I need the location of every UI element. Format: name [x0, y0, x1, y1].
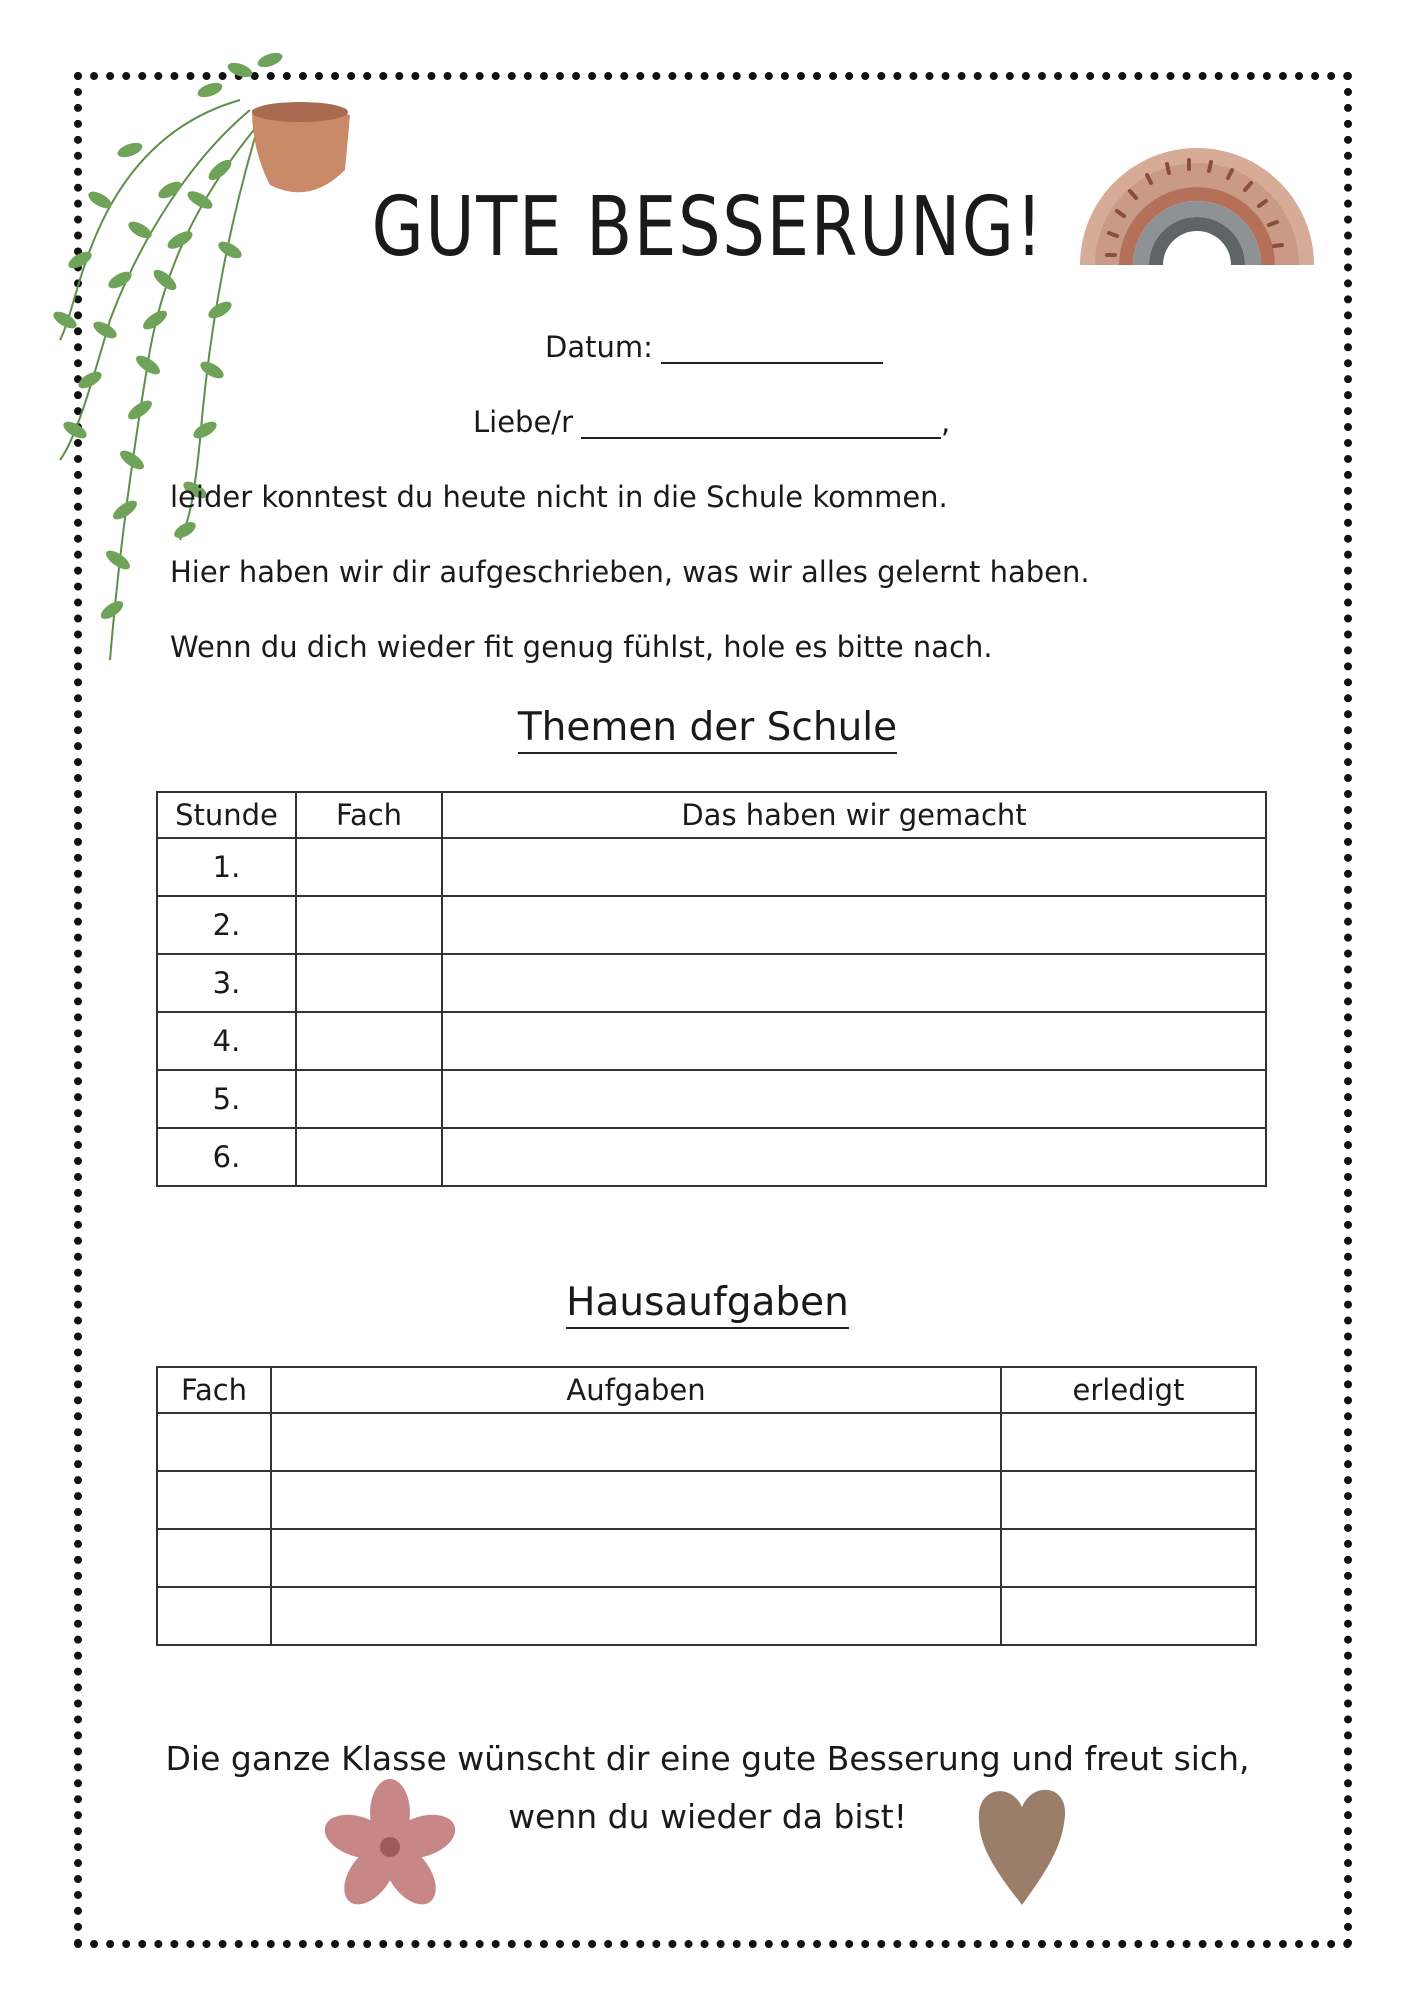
- done-cell[interactable]: [1001, 1529, 1256, 1587]
- subject-cell[interactable]: [296, 1070, 442, 1128]
- done-cell[interactable]: [1001, 1587, 1256, 1645]
- closing-message: [0, 1730, 1415, 1846]
- plant-pot: [252, 102, 350, 192]
- task-cell[interactable]: [271, 1587, 1001, 1645]
- closing-line-2: wenn du wieder da bist!: [508, 1797, 907, 1836]
- table-row: [157, 1012, 1266, 1070]
- activity-cell[interactable]: [442, 896, 1266, 954]
- activity-cell[interactable]: [442, 838, 1266, 896]
- subject-cell[interactable]: [157, 1529, 271, 1587]
- closing-line-1: Die ganze Klasse wünscht dir eine gute Besserung und freut sich,: [165, 1739, 1250, 1778]
- greeting-comma: ,: [941, 405, 951, 439]
- column-header: Fach: [296, 792, 442, 838]
- column-header: Stunde: [157, 792, 296, 838]
- table-row: [157, 838, 1266, 896]
- column-header: Aufgaben: [271, 1367, 1001, 1413]
- table-row: [157, 1471, 1256, 1529]
- subject-cell[interactable]: [296, 1012, 442, 1070]
- activity-cell[interactable]: [442, 954, 1266, 1012]
- done-cell[interactable]: [1001, 1471, 1256, 1529]
- homework-heading: Hausaufgaben: [0, 1280, 1415, 1325]
- activity-cell[interactable]: [442, 1128, 1266, 1186]
- date-line: [545, 330, 883, 364]
- heart-icon: [975, 1775, 1070, 1910]
- date-field[interactable]: [661, 334, 883, 364]
- column-header: erledigt: [1001, 1367, 1256, 1413]
- greeting-label: Liebe/r: [473, 405, 573, 439]
- lesson-number: 6.: [157, 1128, 296, 1186]
- subject-cell[interactable]: [296, 896, 442, 954]
- table-row: [157, 1070, 1266, 1128]
- flower-icon: [320, 1775, 460, 1920]
- intro-line-1: leider konntest du heute nicht in die Schule kommen.: [170, 480, 948, 514]
- task-cell[interactable]: [271, 1471, 1001, 1529]
- activity-cell[interactable]: [442, 1070, 1266, 1128]
- intro-line-2: Hier haben wir dir aufgeschrieben, was wir alles gelernt haben.: [170, 555, 1090, 589]
- lesson-number: 2.: [157, 896, 296, 954]
- topics-table: [156, 791, 1267, 1187]
- table-row: [157, 1587, 1256, 1645]
- lesson-number: 3.: [157, 954, 296, 1012]
- table-row: [157, 1413, 1256, 1471]
- column-header: Fach: [157, 1367, 271, 1413]
- table-row: [157, 1529, 1256, 1587]
- page-title: GUTE BESSERUNG!: [371, 180, 1045, 275]
- subject-cell[interactable]: [157, 1471, 271, 1529]
- done-cell[interactable]: [1001, 1413, 1256, 1471]
- table-row: [157, 896, 1266, 954]
- subject-cell[interactable]: [296, 1128, 442, 1186]
- subject-cell[interactable]: [157, 1587, 271, 1645]
- topics-heading: Themen der Schule: [0, 705, 1415, 750]
- task-cell[interactable]: [271, 1413, 1001, 1471]
- name-field[interactable]: [581, 409, 941, 439]
- table-row: [157, 1128, 1266, 1186]
- intro-line-3: Wenn du dich wieder fit genug fühlst, hole es bitte nach.: [170, 630, 993, 664]
- subject-cell[interactable]: [296, 838, 442, 896]
- activity-cell[interactable]: [442, 1012, 1266, 1070]
- lesson-number: 5.: [157, 1070, 296, 1128]
- table-row: [157, 954, 1266, 1012]
- subject-cell[interactable]: [296, 954, 442, 1012]
- lesson-number: 1.: [157, 838, 296, 896]
- date-label: Datum:: [545, 330, 653, 364]
- greeting-line: [473, 405, 950, 439]
- column-header: Das haben wir gemacht: [442, 792, 1266, 838]
- lesson-number: 4.: [157, 1012, 296, 1070]
- subject-cell[interactable]: [157, 1413, 271, 1471]
- task-cell[interactable]: [271, 1529, 1001, 1587]
- homework-table: [156, 1366, 1257, 1646]
